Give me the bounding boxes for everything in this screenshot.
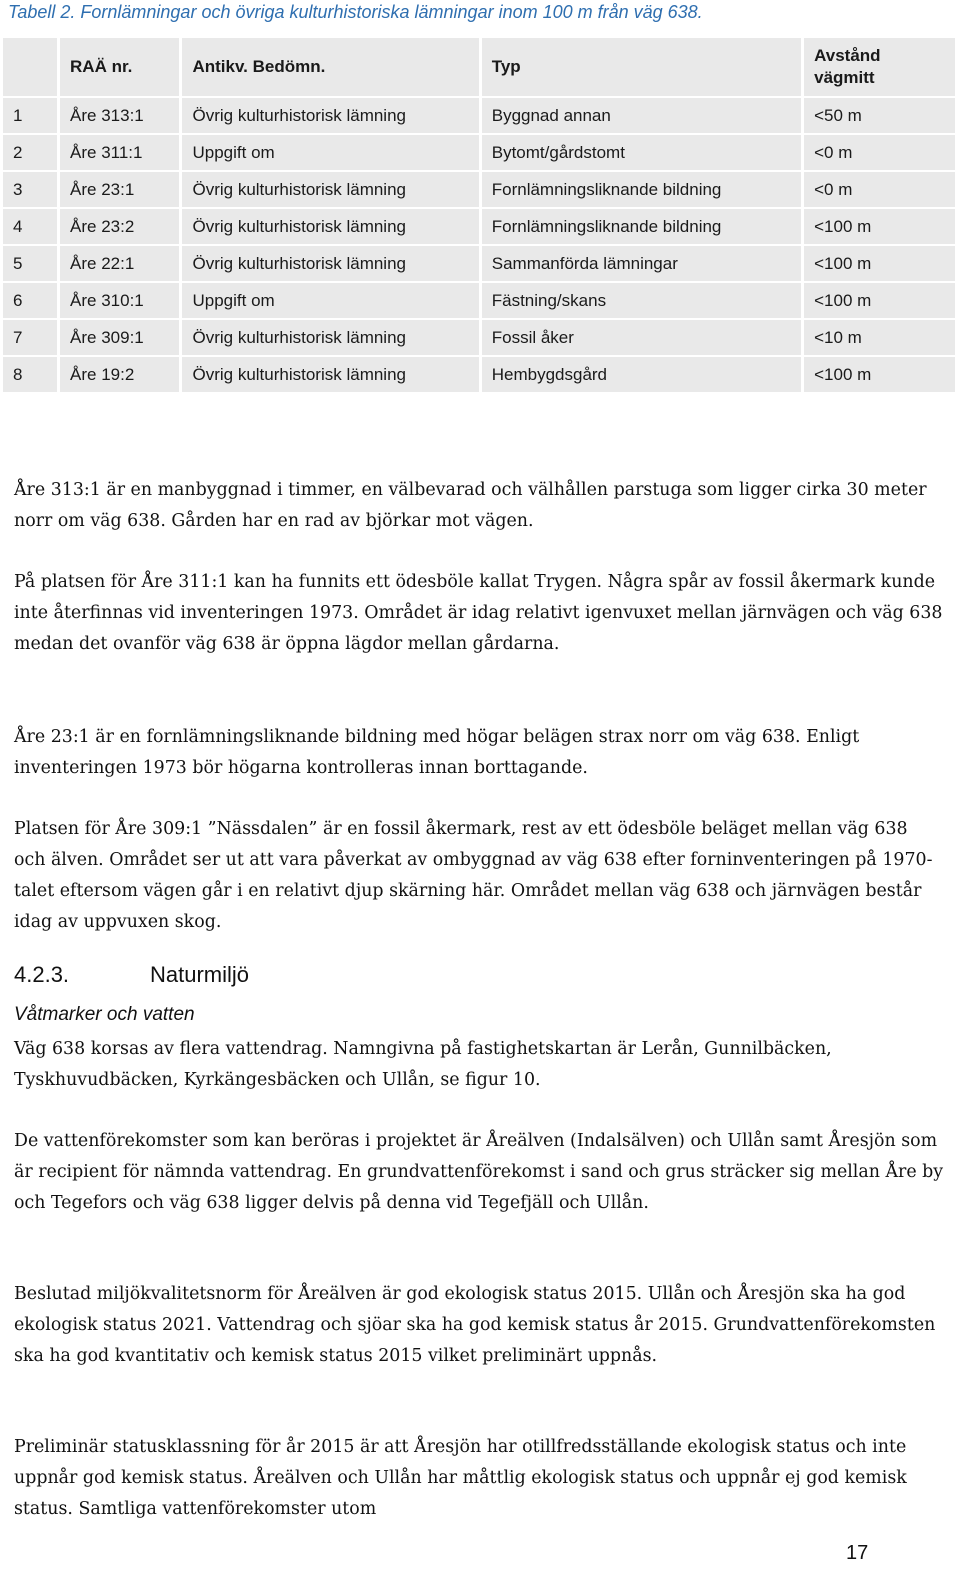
cell-antikv: Uppgift om bbox=[182, 135, 478, 170]
cell-avstand: <100 m bbox=[804, 209, 955, 244]
cell-index: 1 bbox=[3, 98, 57, 133]
header-cell-antikv: Antikv. Bedömn. bbox=[182, 38, 478, 96]
page-number: 17 bbox=[846, 1542, 869, 1564]
cell-typ: Fornlämningsliknande bildning bbox=[482, 172, 801, 207]
paragraph-are-309: Platsen för Åre 309:1 ”Nässdalen” är en fossil åkermark, rest av ett ödesböle beläget mellan väg 638 och älven. Området ser ut att vara påverkat av ombyggnad av väg 638 efter forninventeringen på 1970-talet eftersom vägen går i en relativt djup skärning här. Området mellan väg 638 och järnvägen består idag av uppvuxen skog. bbox=[14, 819, 933, 932]
header-cell-avstand: Avstånd vägmitt bbox=[804, 38, 955, 96]
cell-avstand: <100 m bbox=[804, 246, 955, 281]
cell-raa-nr: Åre 22:1 bbox=[60, 246, 179, 281]
cell-antikv: Övrig kulturhistorisk lämning bbox=[182, 98, 478, 133]
cell-avstand: <0 m bbox=[804, 172, 955, 207]
paragraph-status-classification: Preliminär statusklassning för år 2015 är att Åresjön har otillfredsställande ekologisk status och inte uppnår god kemisk status. Åreälven och Ullån har måttlig ekologisk status och uppnår ej god kemisk status. Samtliga vattenförekomster utom bbox=[14, 1437, 907, 1519]
cell-avstand: <10 m bbox=[804, 320, 955, 355]
paragraph-environmental-norms: Beslutad miljökvalitetsnorm för Åreälven är god ekologisk status 2015. Ullån och Åresjön ska ha god ekologisk status 2021. Vattendrag och sjöar ska ha god kemisk status år 2015. Grundvattenförekomsten ska ha god kvantitativ och kemisk status 2015 vilket preliminärt uppnås. bbox=[14, 1284, 936, 1366]
paragraph-are-311: På platsen för Åre 311:1 kan ha funnits ett ödesböle kallat Trygen. Några spår av fossil åkermark kunde inte återfinnas vid inventeringen 1973. Området är idag relativt igenvuxet mellan järnvägen och väg 638 medan det ovanför väg 638 är öppna lägdor mellan gårdarna. bbox=[14, 572, 943, 654]
cell-typ: Sammanförda lämningar bbox=[482, 246, 801, 281]
cell-index: 2 bbox=[3, 135, 57, 170]
cell-antikv: Uppgift om bbox=[182, 283, 478, 318]
table-row bbox=[3, 283, 955, 318]
cell-typ: Hembygdsgård bbox=[482, 357, 801, 392]
section-number: 4.2.3. bbox=[14, 962, 70, 987]
table-caption: Tabell 2. Fornlämningar och övriga kulturhistoriska lämningar inom 100 m från väg 638. bbox=[8, 2, 703, 22]
cell-avstand: <0 m bbox=[804, 135, 955, 170]
subheading: Våtmarker och vatten bbox=[14, 1004, 195, 1025]
cell-raa-nr: Åre 23:1 bbox=[60, 172, 179, 207]
cell-antikv: Övrig kulturhistorisk lämning bbox=[182, 209, 478, 244]
table-row bbox=[3, 135, 955, 170]
cell-avstand: <100 m bbox=[804, 357, 955, 392]
cell-raa-nr: Åre 23:2 bbox=[60, 209, 179, 244]
cell-antikv: Övrig kulturhistorisk lämning bbox=[182, 246, 478, 281]
cell-index: 3 bbox=[3, 172, 57, 207]
table-row bbox=[3, 357, 955, 392]
section-heading bbox=[14, 962, 249, 988]
cell-index: 5 bbox=[3, 246, 57, 281]
cell-typ: Fornlämningsliknande bildning bbox=[482, 209, 801, 244]
header-cell-typ: Typ bbox=[482, 38, 801, 96]
paragraph-are-313: Åre 313:1 är en manbyggnad i timmer, en välbevarad och välhållen parstuga som ligger cirka 30 meter norr om väg 638. Gården har en rad av björkar mot vägen. bbox=[14, 480, 927, 531]
table-header-row bbox=[3, 38, 955, 96]
table-row bbox=[3, 98, 955, 133]
cell-antikv: Övrig kulturhistorisk lämning bbox=[182, 320, 478, 355]
cell-avstand: <50 m bbox=[804, 98, 955, 133]
cell-typ: Fästning/skans bbox=[482, 283, 801, 318]
header-cell-raa-nr: RAÄ nr. bbox=[60, 38, 179, 96]
section-title: Naturmiljö bbox=[150, 962, 250, 987]
cell-raa-nr: Åre 19:2 bbox=[60, 357, 179, 392]
ancient-remains-table bbox=[0, 36, 958, 394]
table-row bbox=[3, 246, 955, 281]
cell-raa-nr: Åre 313:1 bbox=[60, 98, 179, 133]
table-row bbox=[3, 320, 955, 355]
cell-typ: Bytomt/gårdstomt bbox=[482, 135, 801, 170]
cell-index: 6 bbox=[3, 283, 57, 318]
cell-typ: Byggnad annan bbox=[482, 98, 801, 133]
cell-antikv: Övrig kulturhistorisk lämning bbox=[182, 357, 478, 392]
cell-index: 8 bbox=[3, 357, 57, 392]
cell-typ: Fossil åker bbox=[482, 320, 801, 355]
table-row bbox=[3, 172, 955, 207]
cell-index: 7 bbox=[3, 320, 57, 355]
paragraph-are-23: Åre 23:1 är en fornlämningsliknande bildning med högar belägen strax norr om väg 638. Enligt inventeringen 1973 bör högarna kontrolleras innan borttagande. bbox=[14, 727, 860, 778]
cell-antikv: Övrig kulturhistorisk lämning bbox=[182, 172, 478, 207]
cell-raa-nr: Åre 310:1 bbox=[60, 283, 179, 318]
header-cell-index bbox=[3, 38, 57, 96]
paragraph-water-bodies: De vattenförekomster som kan beröras i projektet är Åreälven (Indalsälven) och Ullån samt Åresjön som är recipient för nämnda vattendrag. En grundvattenförekomst i sand och grus sträcker sig mellan Åre by och Tegefors och väg 638 ligger delvis på denna vid Tegefjäll och Ullån. bbox=[14, 1131, 944, 1213]
paragraph-watercourses: Väg 638 korsas av flera vattendrag. Namngivna på fastighetskartan är Lerån, Gunnilbäcken, Tyskhuvudbäcken, Kyrkängesbäcken och Ullån, se figur 10. bbox=[14, 1039, 832, 1090]
cell-raa-nr: Åre 309:1 bbox=[60, 320, 179, 355]
table-row bbox=[3, 209, 955, 244]
cell-index: 4 bbox=[3, 209, 57, 244]
cell-avstand: <100 m bbox=[804, 283, 955, 318]
cell-raa-nr: Åre 311:1 bbox=[60, 135, 179, 170]
